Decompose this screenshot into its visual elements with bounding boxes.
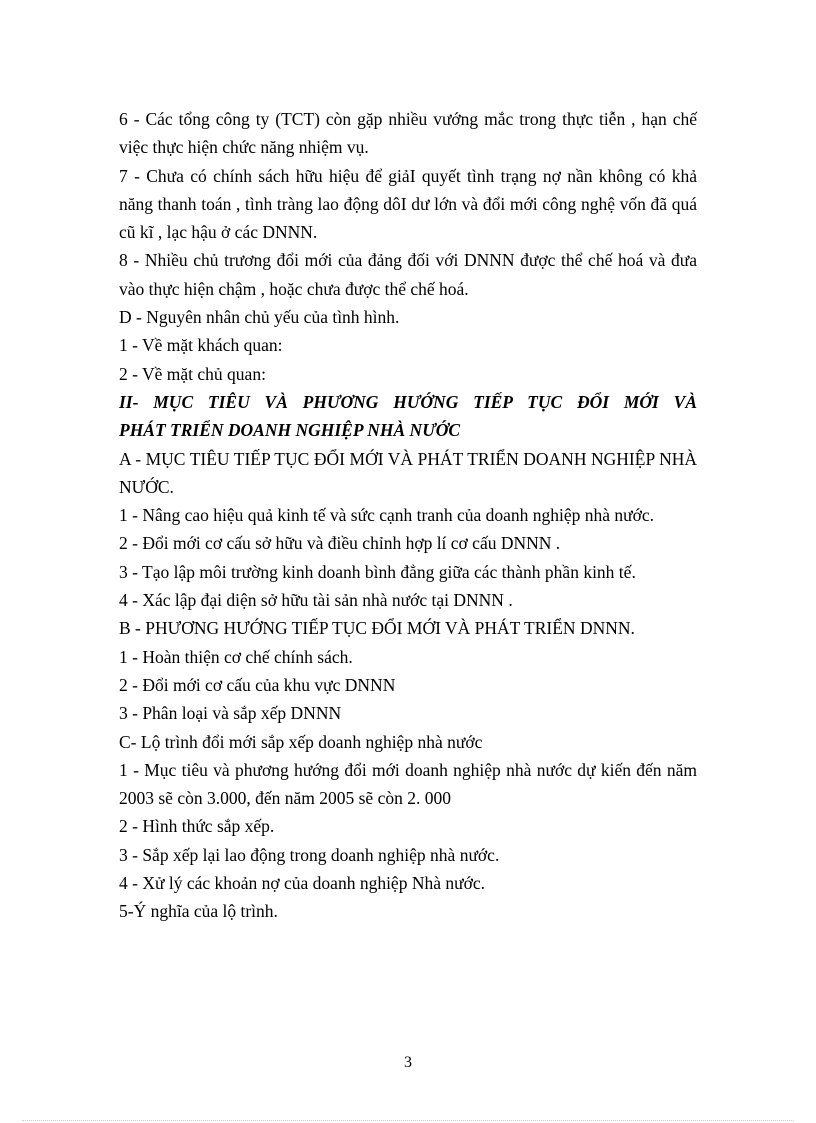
section-b-item-2: 2 - Đổi mới cơ cấu của khu vực DNNN: [119, 674, 396, 695]
page-bottom-divider: [22, 1120, 794, 1121]
chapter-heading-line-1: II- MỤC TIÊU VÀ PHƯƠNG HƯỚNG TIẾP TỤC ĐỔI MỚI VÀ: [119, 391, 697, 412]
page-body: [119, 105, 697, 926]
section-c-item-3: 3 - Sắp xếp lại lao động trong doanh nghiệp nhà nước.: [119, 844, 500, 865]
chapter-heading: [119, 388, 697, 445]
page-number: 3: [404, 1054, 412, 1071]
paragraph-item-7: 7 - Chưa có chính sách hữu hiệu để giảI quyết tình trạng nợ nần không có khả năng thanh toán , tình tràng lao động dôI dư lớn và đổi mới công nghệ vốn đã quá cũ kĩ , lạc hậu ở các DNNN.: [119, 165, 697, 243]
section-b-item-3: 3 - Phân loại và sắp xếp DNNN: [119, 703, 342, 724]
section-d-item-1: 1 - Về mặt khách quan:: [119, 335, 283, 356]
section-a-item-1: 1 - Nâng cao hiệu quả kinh tế và sức cạnh tranh của doanh nghiệp nhà nước.: [119, 505, 655, 526]
section-c-item-2: 2 - Hình thức sắp xếp.: [119, 816, 275, 837]
section-d-title: D - Nguyên nhân chủ yếu của tình hình.: [119, 307, 400, 328]
section-b-item-1: 1 - Hoàn thiện cơ chế chính sách.: [119, 646, 353, 667]
chapter-heading-line-2: PHÁT TRIỂN DOANH NGHIỆP NHÀ NƯỚC: [119, 420, 461, 441]
section-c-item-1: 1 - Mục tiêu và phương hướng đổi mới doanh nghiệp nhà nước dự kiến đến năm 2003 sẽ còn 3.000, đến năm 2005 sẽ còn 2. 000: [119, 759, 697, 809]
section-a-item-3: 3 - Tạo lập môi trường kinh doanh bình đẳng giữa các thành phần kinh tế.: [119, 561, 636, 582]
paragraph-item-8: 8 - Nhiều chủ trương đổi mới của đảng đối với DNNN được thể chế hoá và đưa vào thực hiện chậm , hoặc chưa được thể chế hoá.: [119, 250, 697, 299]
section-d-item-2: 2 - Về mặt chủ quan:: [119, 363, 266, 384]
section-a-title: A - MỤC TIÊU TIẾP TỤC ĐỔI MỚI VÀ PHÁT TRIỂN DOANH NGHIỆP NHÀ NƯỚC.: [119, 448, 697, 497]
section-c-title: C- Lộ trình đổi mới sắp xếp doanh nghiệp nhà nước: [119, 731, 483, 752]
section-a-item-4: 4 - Xác lập đại diện sở hữu tài sản nhà nước tại DNNN .: [119, 590, 513, 611]
paragraph-item-6: 6 - Các tổng công ty (TCT) còn gặp nhiều vướng mắc trong thực tiễn , hạn chế việc thực hiện chức năng nhiệm vụ.: [119, 109, 697, 158]
section-a-item-2: 2 - Đổi mới cơ cấu sở hữu và điều chỉnh hợp lí cơ cấu DNNN .: [119, 533, 561, 554]
section-c-item-5: 5-Ý nghĩa của lộ trình.: [119, 901, 278, 922]
section-b-title: B - PHƯƠNG HƯỚNG TIẾP TỤC ĐỔI MỚI VÀ PHÁT TRIỂN DNNN.: [119, 618, 635, 639]
section-c-item-4: 4 - Xử lý các khoản nợ của doanh nghiệp Nhà nước.: [119, 873, 485, 894]
